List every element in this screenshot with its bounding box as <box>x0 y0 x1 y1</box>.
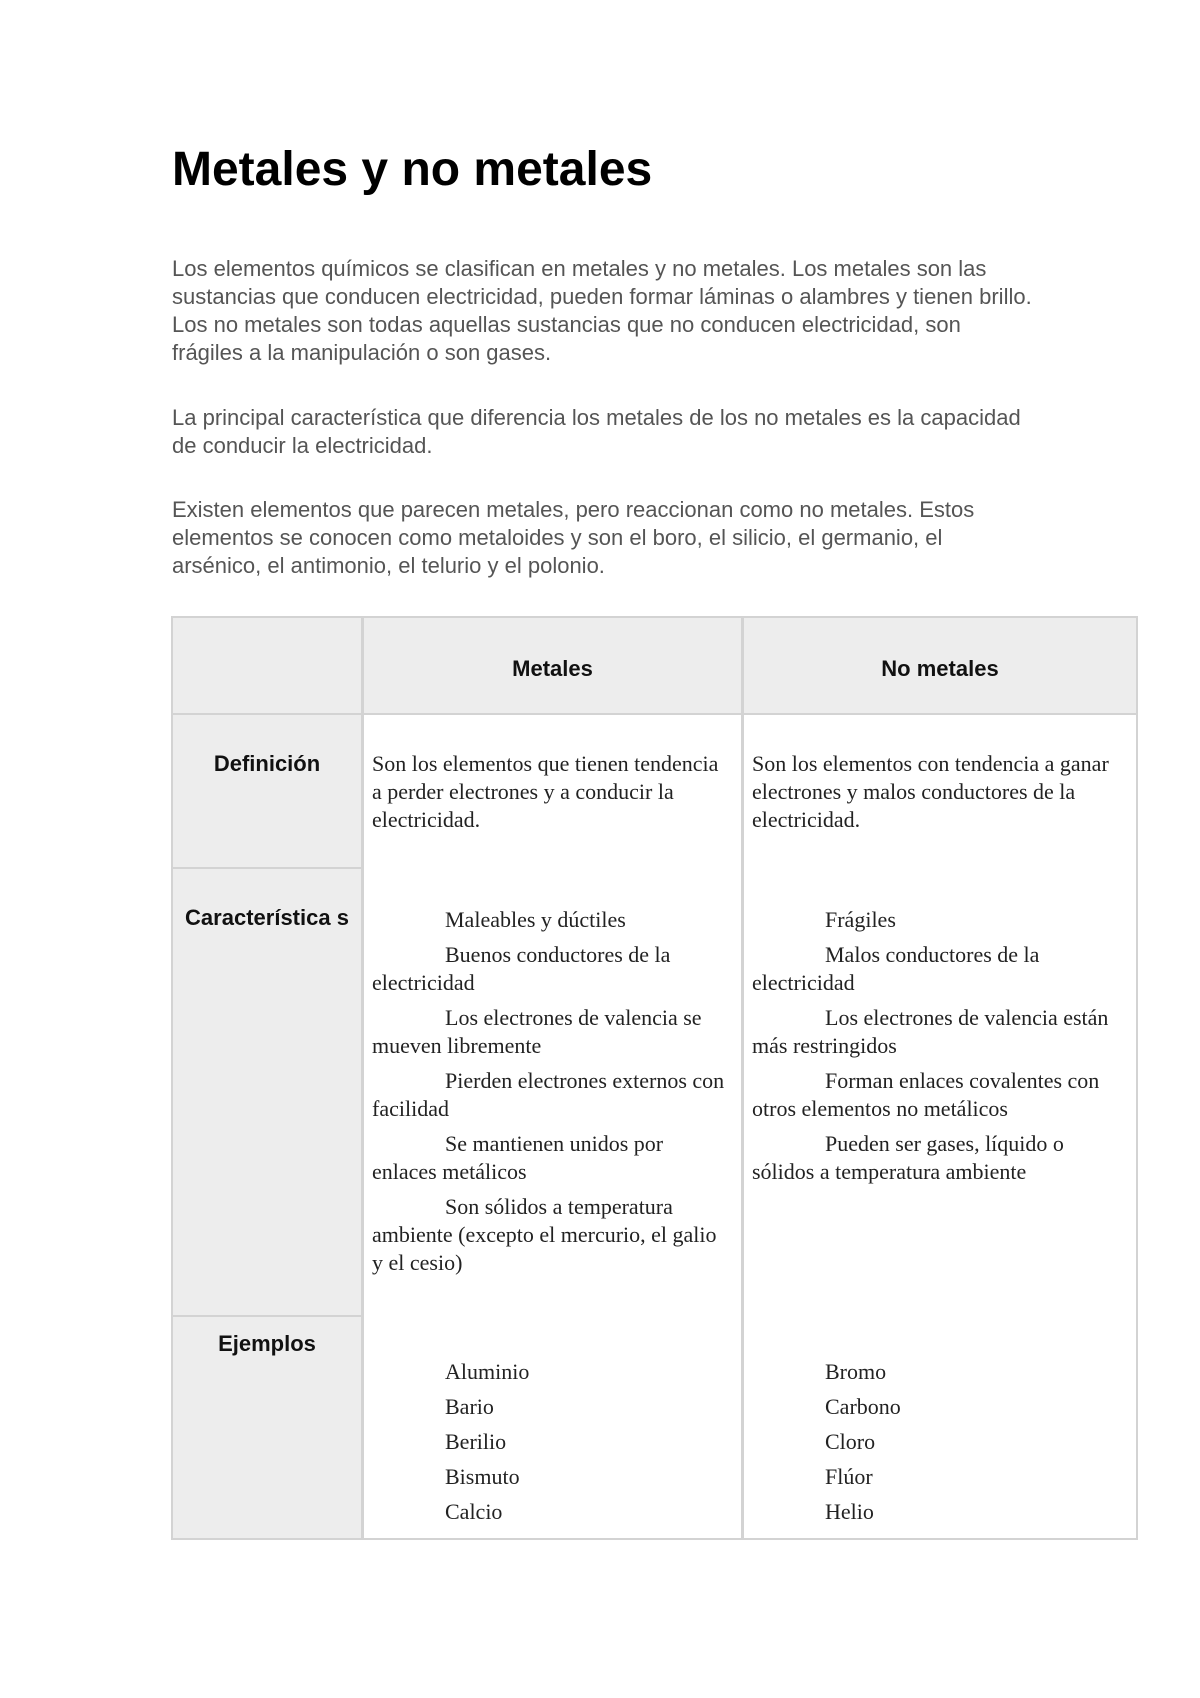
list-item: Aluminio <box>445 1359 530 1384</box>
list-item: Berilio <box>445 1429 507 1454</box>
header-nonmetals: No metales <box>881 656 999 681</box>
list-item: Carbono <box>825 1394 901 1419</box>
nonmetals-characteristics-list <box>752 906 1126 1193</box>
header-corner-cell <box>173 618 361 714</box>
metalloids-paragraph: Existen elementos que parecen metales, pero reaccionan como no metales. Estos elementos se conocen como metaloides y son el boro, el silicio, el germanio, el arsénico, el antimonio, el telurio y el polonio. <box>172 497 975 578</box>
difference-paragraph: La principal característica que diferencia los metales de los no metales es la capacidad de conducir la electricidad. <box>172 405 1021 458</box>
list-item: Los electrones de valencia están más restringidos <box>752 1005 1109 1058</box>
row-label-definition-cell <box>173 714 361 868</box>
intro-paragraph: Los elementos químicos se clasifican en metales y no metales. Los metales son las sustancias que conducen electricidad, pueden formar láminas o alambres y tienen brillo. Los no metales son todas aquellas sustancias que no conducen electricidad, son frágiles a la manipulación o son gases. <box>172 256 1032 365</box>
metals-column <box>364 618 741 1538</box>
list-item: Buenos conductores de la electricidad <box>372 942 671 995</box>
list-item: Helio <box>825 1499 874 1524</box>
list-item: Bismuto <box>445 1464 520 1489</box>
row-label-examples-cell <box>173 1316 361 1538</box>
list-item: Calcio <box>445 1499 503 1524</box>
row-divider <box>173 867 361 869</box>
list-item: Malos conductores de la electricidad <box>752 942 1040 995</box>
list-item: Se mantienen unidos por enlaces metálicos <box>372 1131 664 1184</box>
row-divider <box>173 713 1136 715</box>
row-label-characteristics-cell <box>173 868 361 1316</box>
row-label-definition: Definición <box>213 751 321 776</box>
list-item: Cloro <box>825 1429 876 1454</box>
list-item: Pueden ser gases, líquido o sólidos a temperatura ambiente <box>752 1131 1064 1184</box>
list-item: Forman enlaces covalentes con otros elementos no metálicos <box>752 1068 1100 1121</box>
page-title: Metales y no metales <box>172 143 653 196</box>
list-item: Los electrones de valencia se mueven libremente <box>372 1005 702 1058</box>
list-item: Bario <box>445 1394 494 1419</box>
list-item: Son sólidos a temperatura ambiente (excepto el mercurio, el galio y el cesio) <box>372 1194 717 1275</box>
row-label-examples: Ejemplos <box>218 1331 316 1356</box>
list-item: Frágiles <box>825 907 896 932</box>
metals-definition: Son los elementos que tienen tendencia a perder electrones y a conducir la electricidad. <box>372 751 719 832</box>
metals-examples-list <box>445 1354 529 1529</box>
list-item: Pierden electrones externos con facilidad <box>372 1068 725 1121</box>
metals-characteristics-list <box>372 906 731 1284</box>
list-item: Flúor <box>825 1464 873 1489</box>
nonmetals-definition: Son los elementos con tendencia a ganar electrones y malos conductores de la electricidad. <box>752 751 1109 832</box>
list-item: Maleables y dúctiles <box>445 907 626 932</box>
row-label-characteristics: Característica s <box>185 905 349 930</box>
nonmetals-examples-list <box>825 1354 901 1529</box>
comparison-table <box>171 616 1138 1540</box>
nonmetals-column <box>744 618 1136 1538</box>
row-divider <box>173 1315 361 1317</box>
column-divider <box>361 618 364 1538</box>
column-divider <box>741 618 744 1538</box>
list-item: Bromo <box>825 1359 887 1384</box>
header-metals: Metales <box>512 656 593 681</box>
